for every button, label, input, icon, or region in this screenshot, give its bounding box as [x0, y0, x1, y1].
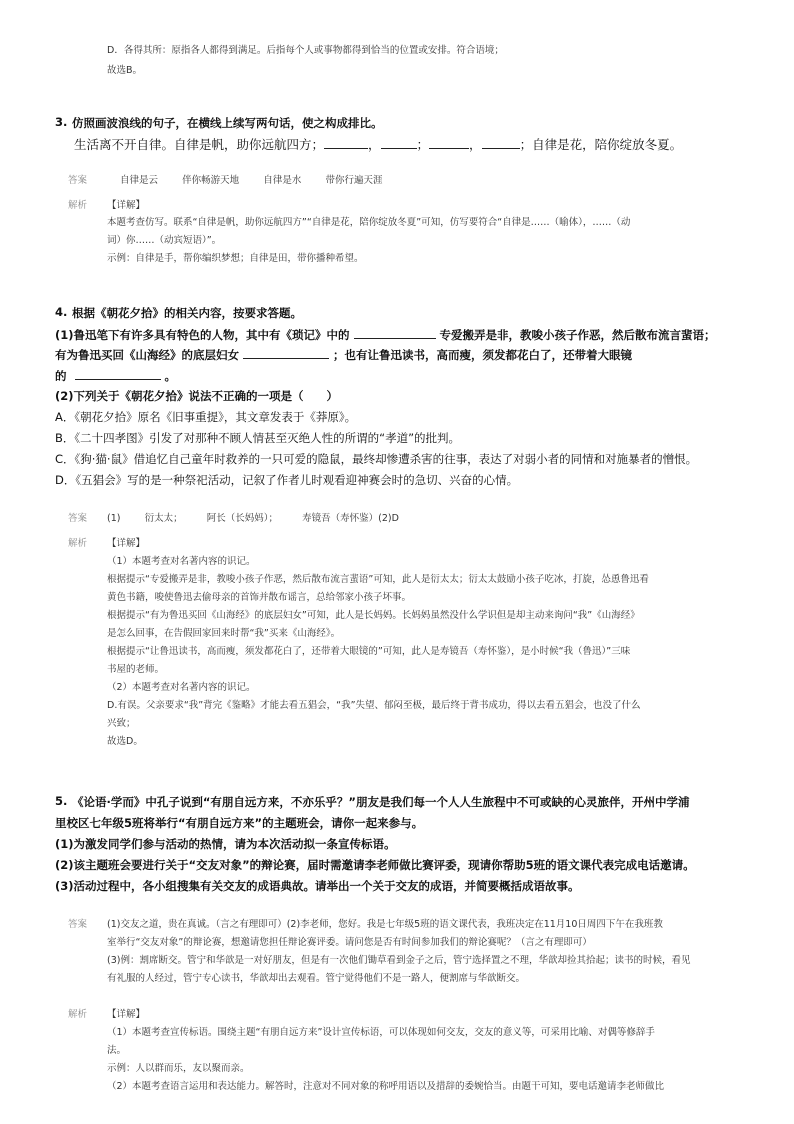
q5-answer-label: 答案 [68, 919, 88, 930]
q5-analysis-line-1: （1）本题考查宣传标语。围绕主题“有朋自远方来”设计宣传标语，可以体现如何交友，交友的意义等，可采用比喻、对偶等修辞手 [107, 1027, 655, 1038]
q4-analysis-line-7: 书屋的老师。 [107, 664, 165, 675]
q5-answer-line-1: (1)交友之道，贵在真诚。（言之有理即可）(2)李老师，您好。我是七年级5班的语文课代表，我班决定在11月10日周四下午在我班教 [107, 919, 663, 930]
q4-option-d: D．《五猖会》写的是一种祭祀活动，记叙了作者儿时观看迎神赛会时的急切、兴奋的心情。 [55, 473, 519, 487]
q4-option-c: C．《狗·猫·鼠》借追忆自己童年时救养的一只可爱的隐鼠，最终却惨遭杀害的往事，表达了对弱小者的同情和对施暴者的憎恨。 [55, 452, 698, 466]
q3-sentence-a: 生活离不开自律。自律是帆，助你远航四方； [74, 137, 325, 152]
q4-part1-text-a: (1)鲁迅笔下有许多具有特色的人物，其中有《琐记》中的 [55, 328, 350, 342]
q4-part1-text-b: 专爱搬弄是非，教唆小孩子作恶，然后散布流言蜚语； [439, 328, 716, 342]
q4-analysis-line-10: 兴致； [107, 718, 136, 729]
q3-blank-1 [324, 136, 368, 149]
q3-answer-label: 答案 [68, 175, 88, 186]
q4-answer: (1) 衍太太； 阿长（长妈妈）； 寿镜吾（寿怀鉴）(2)D [107, 513, 399, 524]
q4-part1-line1 [55, 326, 716, 343]
q5-analysis-line-2: 法。 [107, 1045, 127, 1056]
q4-number: 4. [55, 305, 68, 319]
q4-analysis-line-9: D.有误。父亲要求“我”背完《鉴略》才能去看五猖会，“我”失望、郁闷至极，最后终于背书成功，得以去看五猖会，也没了什么 [107, 700, 641, 711]
q3-analysis-line-3: 示例：自律是手，帮你编织梦想；自律是田，带你播种希望。 [107, 253, 364, 264]
prev-answer-choice: 故选B。 [107, 65, 143, 76]
q3-sep-2: ； [416, 137, 430, 152]
q4-part1-text-f: 。 [164, 369, 177, 383]
q4-analysis-line-6: 根据提示“让鲁迅读书，高而瘦，须发都花白了，还带着大眼镜的”可知，此人是寿镜吾（寿怀鉴），是小时候“我（鲁迅）”三味 [107, 646, 631, 657]
q4-analysis-line-3: 黄色书籍，唆使鲁迅去偷母亲的首饰并散布谣言，总给邻家小孩子坏事。 [107, 592, 412, 603]
q3-blank-2 [381, 136, 417, 149]
q3-blank-3 [429, 136, 469, 149]
q4-part2-stem: (2)下列关于《朝花夕拾》说法不正确的一项是（ ） [55, 389, 339, 403]
q4-analysis-line-1: （1）本题考查对名著内容的识记。 [107, 556, 256, 567]
q4-part1-line3 [55, 367, 176, 384]
q4-part1-text-c: 有为鲁迅买回《山海经》的底层妇女 [55, 348, 239, 362]
q3-analysis-line-1: 本题考查仿写。联系“自律是帆，助你远航四方”“自律是花，陪你绽放冬夏”可知，仿写要符合“自律是……（喻体），……（动 [107, 217, 631, 228]
q4-analysis-line-11: 故选D。 [107, 736, 143, 747]
q5-analysis-line-3: 示例：人以群而乐，友以聚而亲。 [107, 1063, 250, 1074]
q4-blank-1 [354, 326, 436, 339]
q5-part-1: (1)为激发同学们参与活动的热情，请为本次活动拟一条宣传标语。 [55, 837, 396, 851]
q5-answer-line-2: 室举行“交友对象”的辩论赛，想邀请您担任辩论赛评委。请问您是否有时间参加我们的辩论赛呢？（言之有理即可） [107, 937, 592, 948]
q4-answer-label: 答案 [68, 513, 88, 524]
q4-option-b: B．《二十四孝图》引发了对那种不顾人情甚至灭绝人性的所谓的“孝道”的批判。 [55, 431, 461, 445]
q5-part-2: (2)该主题班会要进行关于“交友对象”的辩论赛，届时需邀请李老师做比赛评委，现请你帮助5班的语文课代表完成电话邀请。 [55, 858, 695, 872]
q4-blank-3 [75, 367, 161, 380]
q5-stem-line-2: 里校区七年级5班将举行“有朋自远方来”的主题班会，请你一起来参与。 [55, 816, 424, 830]
q5-answer-line-4: 有礼服的人经过，管宁专心读书，华歆却出去观看。管宁觉得他们不是一路人，便割席与华歆断交。 [107, 973, 526, 984]
q3-analysis-line-2: 词）你……（动宾短语）”。 [107, 235, 222, 246]
q4-analysis-line-8: （2）本题考查对名著内容的识记。 [107, 682, 256, 693]
q3-blank-4 [482, 136, 520, 149]
q5-number: 5. [55, 794, 68, 808]
q5-analysis-label: 解析 [68, 1009, 88, 1020]
q3-detail-heading: 【详解】 [107, 200, 146, 211]
q4-analysis-line-2: 根据提示“专爱搬弄是非，教唆小孩子作恶，然后散布流言蜚语”可知，此人是衍太太；衍太太鼓励小孩子吃冰，打旋，怂恿鲁迅看 [107, 574, 649, 585]
q3-analysis-label: 解析 [68, 200, 88, 211]
q5-answer-line-3: (3)例：割席断交。管宁和华歆是一对好朋友，但是有一次他们锄草看到金子之后，管宁选择置之不理，华歆却捡其拾起；读书的时候，看见 [107, 955, 691, 966]
q4-stem: 根据《朝花夕拾》的相关内容，按要求答题。 [72, 306, 302, 320]
q5-detail-heading: 【详解】 [107, 1009, 146, 1020]
q5-stem-line-1: 《论语·学而》中孔子说到“有朋自远方来，不亦乐乎？”朋友是我们每一个人人生旅程中不可或缺的心灵旅伴，开州中学浦 [72, 795, 690, 809]
q3-sentence-b: ；自律是花，陪你绽放冬夏。 [519, 137, 683, 152]
q3-sep-3: ， [469, 137, 482, 152]
q5-analysis-line-4: （2）本题考查语言运用和表达能力。解答时，注意对不同对象的称呼用语以及措辞的委婉恰当。由题干可知，要电话邀请李老师做比 [107, 1081, 665, 1092]
q4-blank-2 [243, 346, 329, 359]
q5-part-3: (3)活动过程中，各小组搜集有关交友的成语典故。请举出一个关于交友的成语，并简要概括成语故事。 [55, 879, 580, 893]
q4-detail-heading: 【详解】 [107, 538, 146, 549]
q3-number: 3. [55, 115, 68, 129]
q4-analysis-label: 解析 [68, 538, 88, 549]
q3-stem: 仿照画波浪线的句子，在横线上续写两句话，使之构成排比。 [72, 116, 383, 130]
q4-option-a: A．《朝花夕拾》原名《旧事重提》，其文章发表于《莽原》。 [55, 410, 357, 424]
q4-analysis-line-4: 根据提示“有为鲁迅买回《山海经》的底层妇女”可知，此人是长妈妈。长妈妈虽然没什么学识但是却主动来询问“我”《山海经》 [107, 610, 640, 621]
q4-analysis-line-5: 是怎么回事，在告假回家回来时帮“我”买来《山海经》。 [107, 628, 341, 639]
q3-answer: 自律是云 伴你畅游天地 自律是水 带你行遍天涯 [120, 175, 383, 186]
q4-part1-line2 [55, 346, 632, 363]
q4-part1-text-e: 的 [55, 369, 67, 383]
q4-part1-text-d: ；也有让鲁迅读书，高而瘦，须发都花白了，还带着大眼镜 [333, 348, 633, 362]
prev-option-d-text: D．各得其所：原指各人都得到满足。后指每个人或事物都得到恰当的位置或安排。符合语境； [107, 45, 504, 56]
q3-sep-1: ， [368, 137, 381, 152]
q3-sentence [74, 135, 682, 153]
